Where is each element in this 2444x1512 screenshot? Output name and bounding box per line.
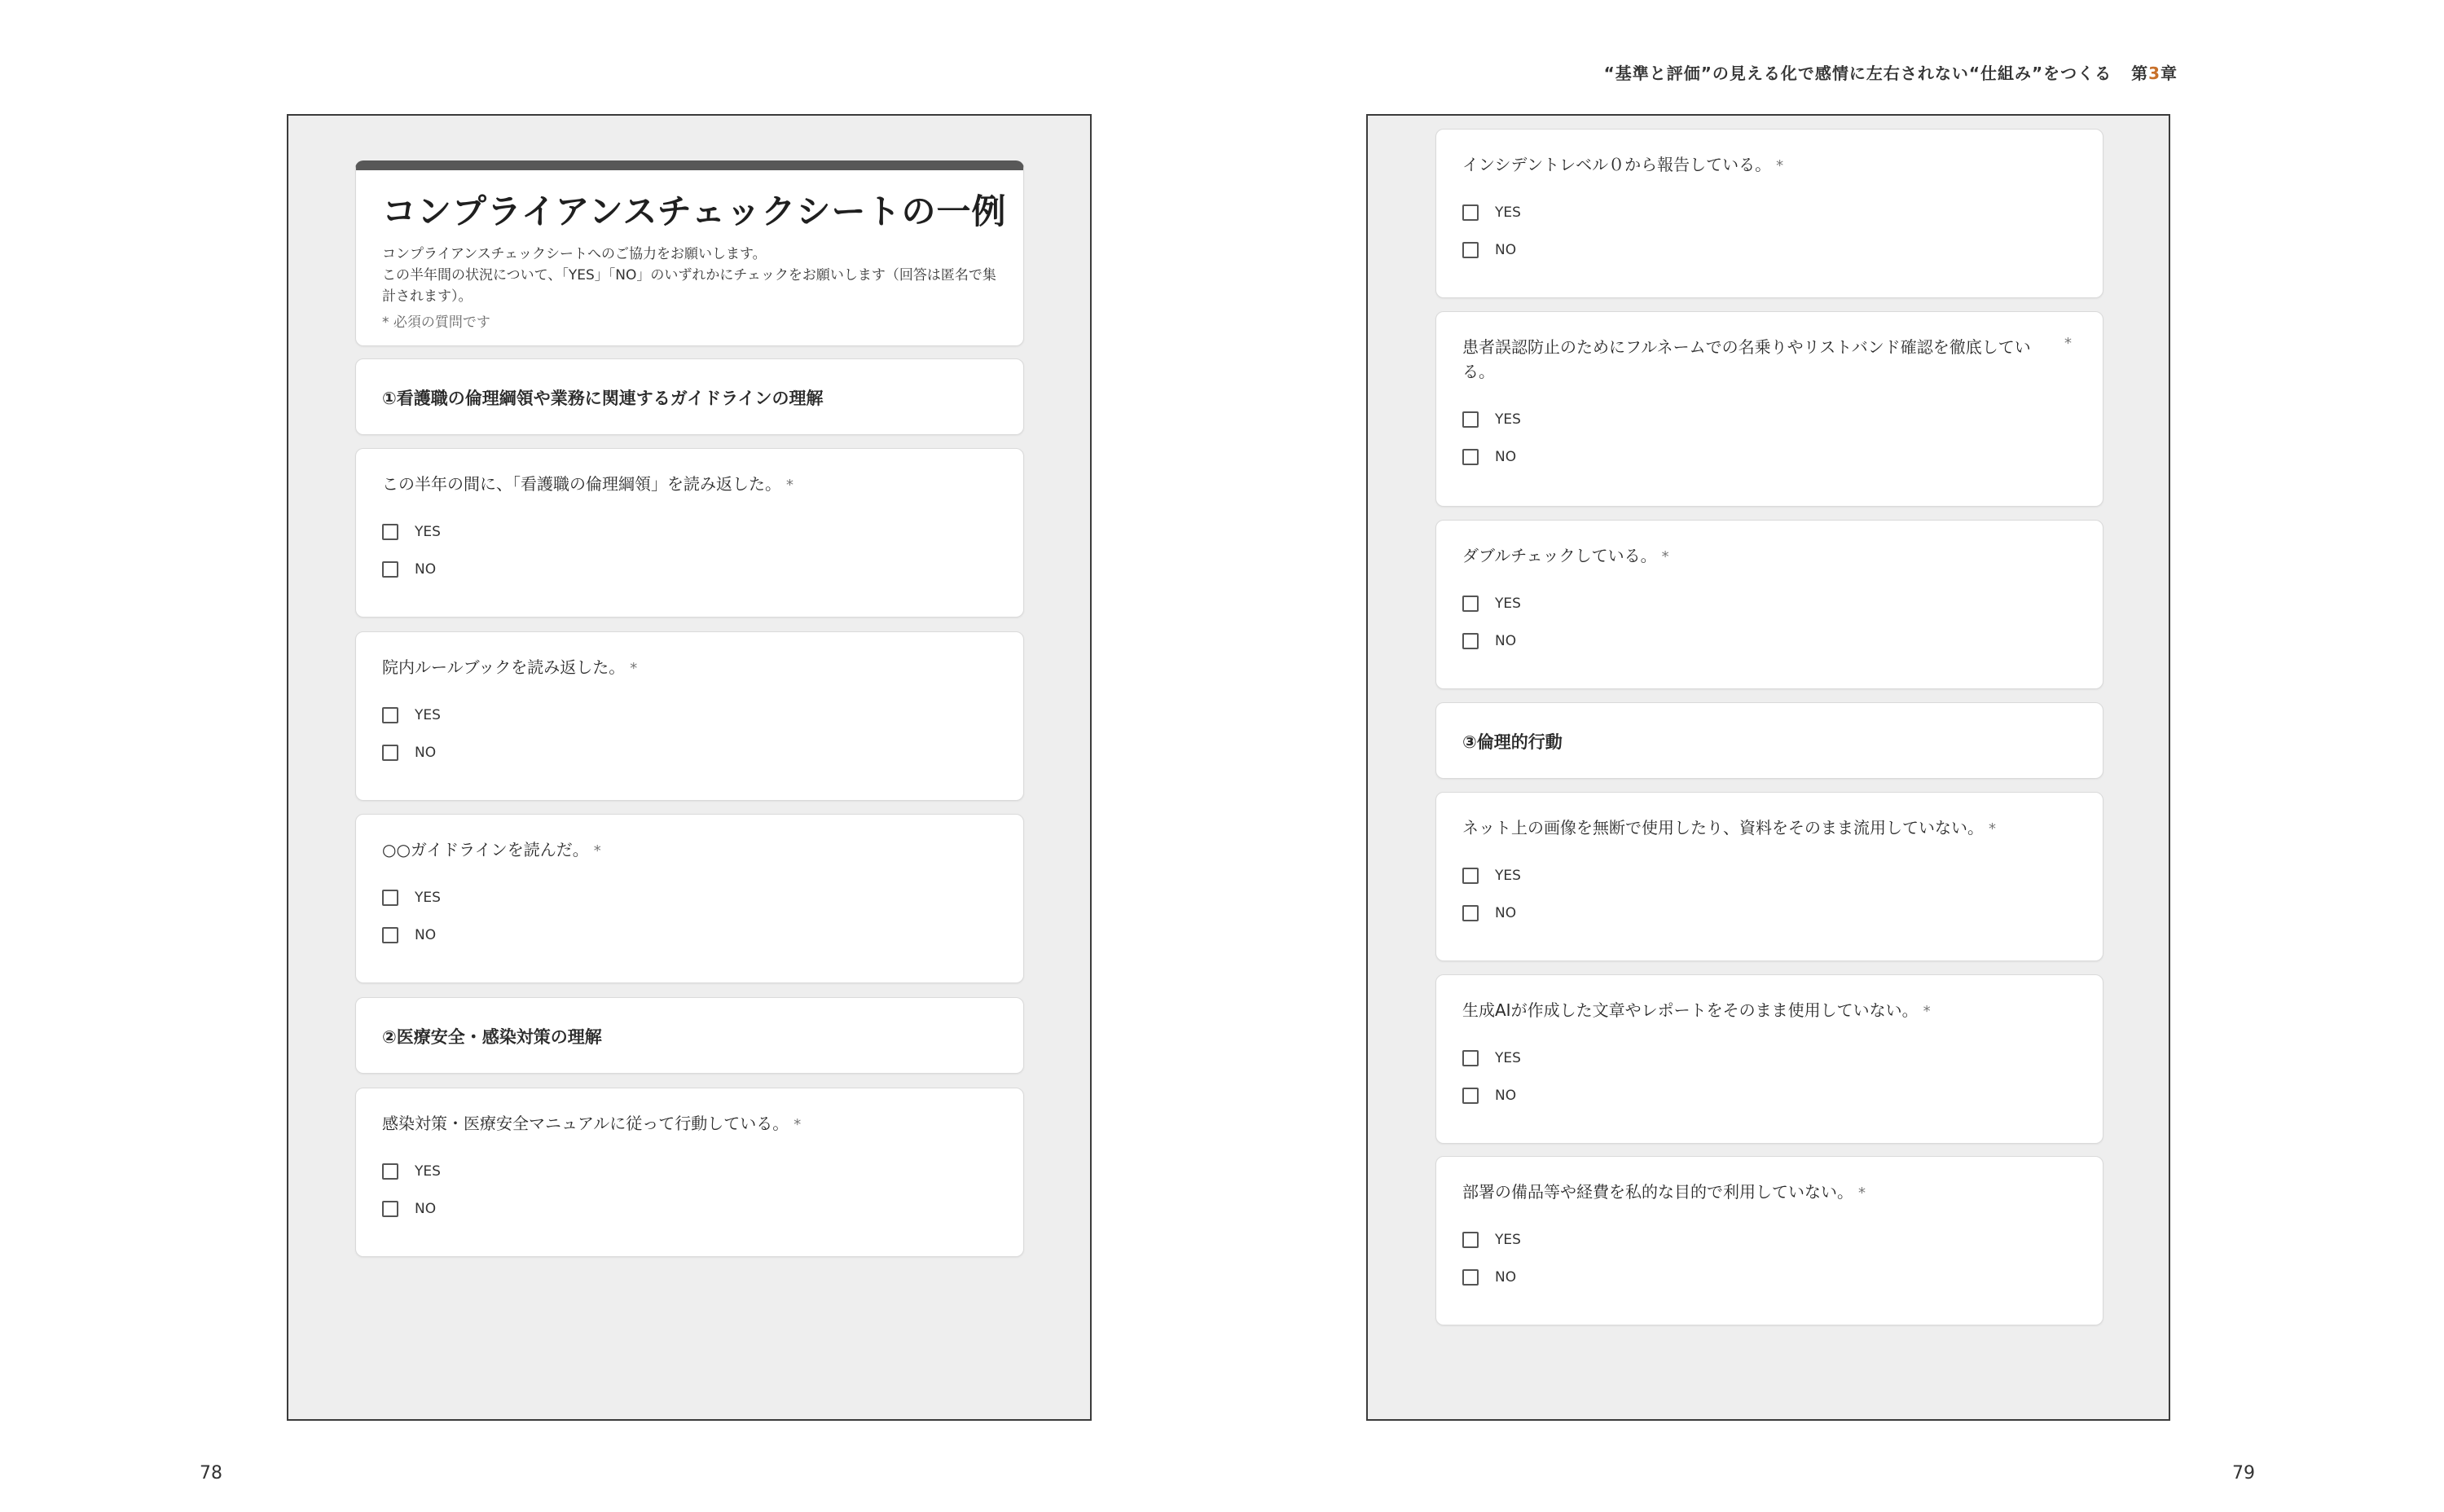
required-asterisk: * bbox=[630, 660, 638, 677]
option-yes[interactable] bbox=[1462, 866, 1521, 886]
right-form-screenshot bbox=[1366, 114, 2170, 1421]
option-yes[interactable] bbox=[1462, 203, 1521, 222]
option-label: YES bbox=[415, 707, 441, 723]
option-yes[interactable] bbox=[1462, 410, 1521, 429]
option-label: YES bbox=[1495, 1050, 1521, 1066]
option-label: YES bbox=[1495, 1232, 1521, 1248]
option-label: NO bbox=[1495, 905, 1517, 921]
option-no[interactable] bbox=[382, 560, 436, 579]
left-form-screenshot bbox=[287, 114, 1092, 1421]
question-text bbox=[1462, 543, 2049, 569]
question-text bbox=[1462, 152, 2049, 178]
question-text bbox=[382, 837, 969, 864]
section-title: ②医療安全・感染対策の理解 bbox=[382, 1027, 602, 1047]
page-number-right: 79 bbox=[2232, 1463, 2255, 1483]
question-text bbox=[1462, 998, 2049, 1024]
question-card-2 bbox=[355, 631, 1024, 801]
question-card-5 bbox=[1435, 129, 2103, 298]
option-label: NO bbox=[415, 561, 437, 578]
option-no[interactable] bbox=[382, 925, 436, 945]
section-card-1 bbox=[355, 358, 1024, 435]
required-asterisk: * bbox=[1776, 157, 1784, 174]
question-card-9 bbox=[1435, 974, 2103, 1144]
option-label: NO bbox=[415, 927, 437, 943]
option-no[interactable] bbox=[1462, 240, 1516, 260]
checkbox[interactable] bbox=[1462, 1232, 1479, 1248]
question-text bbox=[1462, 1180, 2049, 1206]
question-text bbox=[382, 1111, 969, 1137]
option-no[interactable] bbox=[1462, 631, 1516, 651]
checkbox[interactable] bbox=[382, 890, 398, 906]
form-description: コンプライアンスチェックシートへのご協力をお願いします。 この半年間の状況について、「YES」「NO」のいずれかにチェックをお願いします（回答は匿名で集計されます）。 bbox=[382, 246, 996, 305]
running-head-text: “基準と評価”の見える化で感情に左右されない“仕組み”をつくる bbox=[1603, 64, 2112, 83]
checkbox[interactable] bbox=[382, 707, 398, 723]
option-label: NO bbox=[1495, 1088, 1517, 1104]
question-text bbox=[382, 655, 969, 681]
question-text bbox=[1462, 335, 2049, 384]
chapter-prefix: 第 bbox=[2131, 64, 2149, 83]
running-head bbox=[1604, 60, 2178, 84]
option-yes[interactable] bbox=[382, 705, 441, 725]
checkbox[interactable] bbox=[1462, 905, 1479, 921]
page-number-left: 78 bbox=[200, 1463, 222, 1483]
option-yes[interactable] bbox=[382, 1162, 441, 1181]
question-card-10 bbox=[1435, 1156, 2103, 1325]
required-asterisk: * bbox=[1858, 1185, 1866, 1202]
question-label: 生成AIが作成した文章やレポートをそのまま使用していない。 bbox=[1462, 1000, 1919, 1020]
checkbox[interactable] bbox=[382, 745, 398, 761]
question-text bbox=[382, 472, 969, 498]
option-yes[interactable] bbox=[1462, 594, 1521, 613]
checkbox[interactable] bbox=[1462, 633, 1479, 649]
option-yes[interactable] bbox=[1462, 1048, 1521, 1068]
checkbox[interactable] bbox=[1462, 1050, 1479, 1066]
required-asterisk: * bbox=[593, 842, 601, 859]
checkbox[interactable] bbox=[1462, 868, 1479, 884]
form-header-card bbox=[355, 160, 1024, 346]
checkbox[interactable] bbox=[382, 927, 398, 943]
required-note: * 必須の質問です bbox=[382, 314, 490, 331]
section-card-3 bbox=[1435, 702, 2103, 779]
option-label: NO bbox=[1495, 449, 1517, 465]
question-card-4 bbox=[355, 1088, 1024, 1257]
option-label: YES bbox=[1495, 596, 1521, 612]
checkbox[interactable] bbox=[1462, 411, 1479, 428]
option-label: NO bbox=[415, 745, 437, 761]
option-yes[interactable] bbox=[1462, 1230, 1521, 1250]
option-label: YES bbox=[1495, 204, 1521, 221]
option-no[interactable] bbox=[1462, 903, 1516, 923]
question-label: この半年の間に、「看護職の倫理綱領」を読み返した。 bbox=[382, 474, 781, 494]
checkbox[interactable] bbox=[382, 561, 398, 578]
checkbox[interactable] bbox=[1462, 596, 1479, 612]
option-label: YES bbox=[1495, 868, 1521, 884]
option-no[interactable] bbox=[382, 1199, 436, 1219]
question-card-3 bbox=[355, 814, 1024, 983]
required-asterisk: * bbox=[793, 1116, 802, 1133]
question-label: ネット上の画像を無断で使用したり、資料をそのまま流用していない。 bbox=[1462, 818, 1984, 837]
checkbox[interactable] bbox=[1462, 1088, 1479, 1104]
checkbox[interactable] bbox=[1462, 242, 1479, 258]
option-no[interactable] bbox=[382, 743, 436, 763]
required-asterisk: * bbox=[786, 477, 793, 494]
checkbox[interactable] bbox=[1462, 449, 1479, 465]
form-title: コンプライアンスチェックシートの一例 bbox=[382, 191, 1007, 231]
checkbox[interactable] bbox=[1462, 204, 1479, 221]
question-text bbox=[1462, 815, 2049, 842]
question-card-1 bbox=[355, 448, 1024, 618]
question-label: 院内ルールブックを読み返した。 bbox=[382, 657, 626, 677]
checkbox[interactable] bbox=[382, 1201, 398, 1217]
question-label: 感染対策・医療安全マニュアルに従って行動している。 bbox=[382, 1114, 789, 1133]
question-label: ○○ガイドラインを読んだ。 bbox=[382, 840, 589, 859]
chapter-suffix: 章 bbox=[2160, 64, 2178, 83]
section-title: ③倫理的行動 bbox=[1462, 732, 1563, 752]
option-label: YES bbox=[1495, 411, 1521, 428]
option-label: NO bbox=[415, 1201, 437, 1217]
question-label: インシデントレベル０から報告している。 bbox=[1462, 155, 1772, 174]
option-label: NO bbox=[1495, 633, 1517, 649]
question-card-6 bbox=[1435, 311, 2103, 507]
option-yes[interactable] bbox=[382, 888, 441, 908]
option-label: YES bbox=[415, 890, 441, 906]
question-card-7 bbox=[1435, 520, 2103, 689]
chapter-number: 3 bbox=[2148, 64, 2160, 83]
question-card-8 bbox=[1435, 792, 2103, 961]
option-no[interactable] bbox=[1462, 447, 1516, 467]
question-label: ダブルチェックしている。 bbox=[1462, 546, 1657, 565]
checkbox[interactable] bbox=[382, 524, 398, 540]
option-yes[interactable] bbox=[382, 522, 441, 542]
required-asterisk: * bbox=[1989, 820, 1996, 837]
option-label: NO bbox=[1495, 1269, 1517, 1286]
option-label: YES bbox=[415, 1163, 441, 1180]
option-label: NO bbox=[1495, 242, 1517, 258]
section-card-2 bbox=[355, 997, 1024, 1074]
checkbox[interactable] bbox=[382, 1163, 398, 1180]
question-label: 部署の備品等や経費を私的な目的で利用していない。 bbox=[1462, 1182, 1853, 1202]
required-asterisk: * bbox=[1661, 548, 1669, 565]
option-no[interactable] bbox=[1462, 1086, 1516, 1105]
required-asterisk: * bbox=[2064, 335, 2072, 352]
checkbox[interactable] bbox=[1462, 1269, 1479, 1286]
option-label: YES bbox=[415, 524, 441, 540]
required-asterisk: * bbox=[1923, 1003, 1931, 1020]
question-label: 患者誤認防止のためにフルネームでの名乗りやリストバンド確認を徹底している。 bbox=[1462, 337, 2031, 381]
section-title: ①看護職の倫理綱領や業務に関連するガイドラインの理解 bbox=[382, 389, 824, 408]
option-no[interactable] bbox=[1462, 1268, 1516, 1287]
